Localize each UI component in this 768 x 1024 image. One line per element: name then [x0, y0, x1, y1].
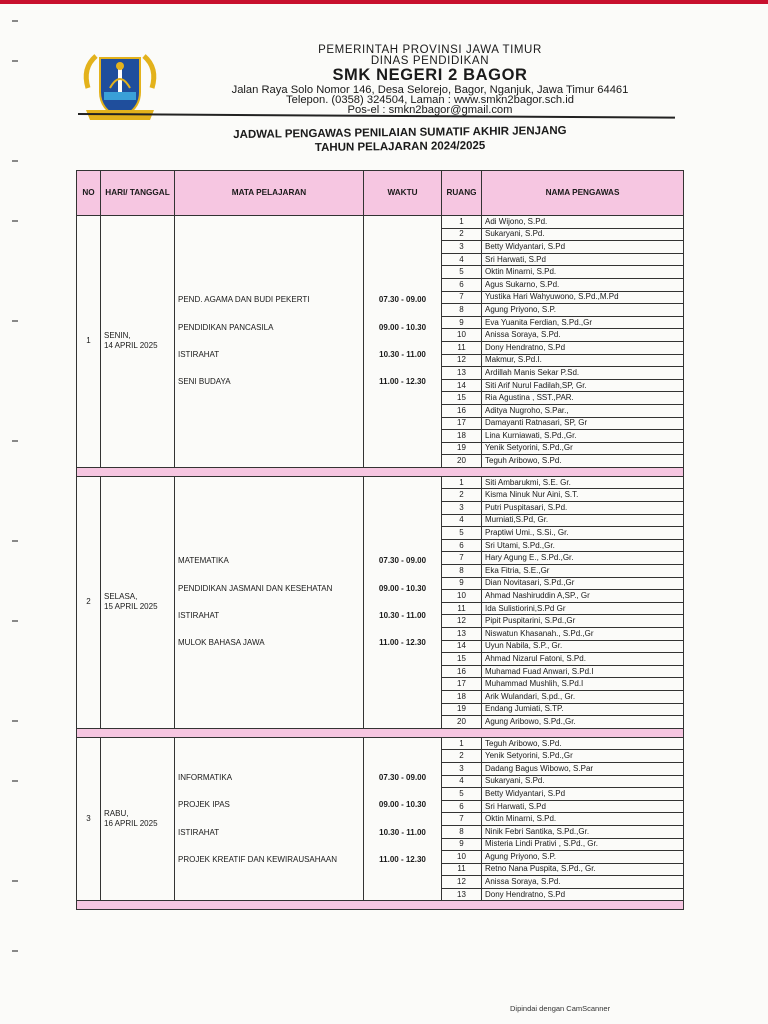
supervisor-name: Betty Widyantari, S.Pd [482, 241, 684, 254]
supervisor-name: Sri Utami, S.Pd.,Gr. [482, 539, 684, 552]
time-slot: 07.30 - 09.00 [378, 773, 427, 783]
letterhead [170, 44, 690, 116]
supervisor-name: Agung Priyono, S.P. [482, 851, 684, 864]
supervisor-name: Teguh Aribowo, S.Pd. [482, 455, 684, 468]
supervisor-name: Muhammad Mushlih, S.Pd.I [482, 678, 684, 691]
supervisor-name: Murniati,S.Pd, Gr. [482, 514, 684, 527]
supervisor-name: Betty Widyantari, S.Pd [482, 788, 684, 801]
scan-top-edge [0, 0, 768, 4]
margin-mark [12, 220, 18, 222]
room-number: 2 [442, 228, 482, 241]
time-slot: 10.30 - 11.00 [379, 350, 426, 360]
room-number: 17 [442, 678, 482, 691]
supervisor-name: Arik Wulandari, S.pd., Gr. [482, 690, 684, 703]
supervisor-name: Hary Agung E., S.Pd.,Gr. [482, 552, 684, 565]
margin-mark [12, 320, 18, 322]
supervisor-name: Ahmad Nizarul Fatoni, S.Pd. [482, 653, 684, 666]
room-number: 3 [442, 502, 482, 515]
supervisor-name: Sukaryani, S.Pd. [482, 228, 684, 241]
room-number: 18 [442, 690, 482, 703]
room-number: 15 [442, 392, 482, 405]
times-cell [364, 476, 442, 728]
room-number: 20 [442, 716, 482, 729]
room-number: 17 [442, 417, 482, 430]
day-separator-cell [77, 728, 684, 737]
room-number: 8 [442, 825, 482, 838]
room-number: 7 [442, 291, 482, 304]
col-header-time: WAKTU [364, 171, 442, 216]
subject-name: ISTIRAHAT [178, 827, 220, 837]
subject-name: PROJEK KREATIF DAN KEWIRAUSAHAAN [178, 855, 337, 865]
document-title [150, 123, 650, 157]
room-number: 9 [442, 316, 482, 329]
subjects-list [175, 556, 363, 648]
room-number: 12 [442, 615, 482, 628]
room-number: 9 [442, 577, 482, 590]
supervisor-name: Ardillah Manis Sekar P.Sd. [482, 367, 684, 380]
day-separator-row [77, 901, 684, 910]
time-slot: 09.00 - 10.30 [378, 800, 427, 810]
supervisor-name: Putri Puspitasari, S.Pd. [482, 502, 684, 515]
col-header-subject: MATA PELAJARAN [175, 171, 364, 216]
day-number: 1 [77, 216, 101, 468]
supervisor-name: Niswatun Khasanah., S.Pd.,Gr [482, 628, 684, 641]
subject-name: PEND. AGAMA DAN BUDI PEKERTI [178, 295, 310, 305]
supervisor-name: Oktin Minarni, S.Pd. [482, 266, 684, 279]
room-number: 10 [442, 851, 482, 864]
subject-name: INFORMATIKA [178, 773, 233, 783]
day-date-cell [101, 737, 175, 901]
room-number: 13 [442, 628, 482, 641]
times-list [364, 556, 441, 648]
school-name: SMK NEGERI 2 BAGOR [332, 66, 528, 84]
table-row [77, 216, 684, 229]
scanner-watermark: Dipindai dengan CamScanner [510, 1004, 611, 1013]
room-number: 6 [442, 539, 482, 552]
supervisor-name: Aditya Nugroho, S.Par., [482, 404, 684, 417]
day-date-cell [101, 216, 175, 468]
supervisor-name: Pipit Puspitarini, S.Pd.,Gr [482, 615, 684, 628]
supervisor-name: Praptiwi Umi., S.Si., Gr. [482, 527, 684, 540]
margin-mark [12, 720, 18, 722]
subjects-list [175, 295, 363, 387]
supervisor-name: Agung Priyono, S.P. [482, 304, 684, 317]
supervisor-name: Yenik Setyorini, S.Pd.,Gr [482, 750, 684, 763]
time-slot: 07.30 - 09.00 [378, 556, 427, 566]
title-line-1: JADWAL PENGAWAS PENILAIAN SUMATIF AKHIR JENJANG [233, 124, 567, 142]
margin-mark [12, 20, 18, 22]
supervisor-name: Sri Harwati, S.Pd [482, 800, 684, 813]
room-number: 20 [442, 455, 482, 468]
table-header-row [77, 171, 684, 216]
day-date: 14 APRIL 2025 [104, 341, 158, 351]
supervisor-name: Oktin Minarni, S.Pd. [482, 813, 684, 826]
room-number: 12 [442, 354, 482, 367]
supervisor-name: Ahmad Nashiruddin A,SP., Gr [482, 590, 684, 603]
subjects-cell [175, 216, 364, 468]
room-number: 10 [442, 590, 482, 603]
room-number: 7 [442, 813, 482, 826]
supervisor-name: Dony Hendratno, S.Pd [482, 341, 684, 354]
supervisor-schedule-table [76, 170, 684, 910]
margin-mark [12, 620, 18, 622]
supervisor-name: Uyun Nabila, S.P., Gr. [482, 640, 684, 653]
supervisor-name: Kisma Ninuk Nur Aini, S.T. [482, 489, 684, 502]
room-number: 13 [442, 367, 482, 380]
room-number: 16 [442, 404, 482, 417]
supervisor-name: Sukaryani, S.Pd. [482, 775, 684, 788]
room-number: 9 [442, 838, 482, 851]
subject-name: ISTIRAHAT [178, 350, 220, 360]
room-number: 16 [442, 665, 482, 678]
time-slot: 07.30 - 09.00 [378, 295, 427, 305]
supervisor-name: Agus Sukarno, S.Pd. [482, 278, 684, 291]
room-number: 4 [442, 514, 482, 527]
room-number: 14 [442, 379, 482, 392]
room-number: 6 [442, 800, 482, 813]
supervisor-name: Siti Ambarukmi, S.E. Gr. [482, 476, 684, 489]
table-row [77, 737, 684, 750]
margin-mark [12, 440, 18, 442]
subjects-cell [175, 737, 364, 901]
room-number: 1 [442, 737, 482, 750]
phone-line: Telepon. (0358) 324504, Laman : www.smkn2bagor.sch.id [286, 94, 574, 106]
col-header-day: HARI/ TANGGAL [101, 171, 175, 216]
room-number: 2 [442, 750, 482, 763]
supervisor-name: Adi Wijono, S.Pd. [482, 216, 684, 229]
supervisor-name: Anissa Soraya, S.Pd. [482, 876, 684, 889]
supervisor-name: Siti Arif Nurul Fadilah,SP, Gr. [482, 379, 684, 392]
room-number: 1 [442, 216, 482, 229]
supervisor-name: Dadang Bagus Wibowo, S.Par [482, 762, 684, 775]
day-number: 2 [77, 476, 101, 728]
time-slot: 09.00 - 10.30 [378, 322, 427, 332]
supervisor-name: Ida Sulistiorini,S.Pd Gr [482, 602, 684, 615]
supervisor-name: Lina Kurniawati, S.Pd.,Gr. [482, 430, 684, 443]
supervisor-name: Ria Agustina , SST.,PAR. [482, 392, 684, 405]
room-number: 14 [442, 640, 482, 653]
supervisor-name: Endang Jumiati, S.TP. [482, 703, 684, 716]
day-date: 16 APRIL 2025 [104, 819, 158, 829]
margin-mark [12, 950, 18, 952]
agency-line: DINAS PENDIDIKAN [370, 55, 490, 67]
room-number: 8 [442, 304, 482, 317]
margin-mark [12, 540, 18, 542]
times-list [364, 773, 441, 865]
times-cell [364, 216, 442, 468]
subjects-list [175, 773, 363, 865]
day-separator-row [77, 728, 684, 737]
margin-mark [12, 160, 18, 162]
supervisor-name: Dian Novitasari, S.Pd.,Gr [482, 577, 684, 590]
room-number: 11 [442, 863, 482, 876]
room-number: 11 [442, 341, 482, 354]
room-number: 7 [442, 552, 482, 565]
times-list [364, 295, 441, 387]
address-line: Jalan Raya Solo Nomor 146, Desa Selorejo, Bagor, Nganjuk, Jawa Timur 64461 [231, 84, 629, 96]
room-number: 12 [442, 876, 482, 889]
time-slot: 11.00 - 12.30 [379, 855, 426, 865]
room-number: 6 [442, 278, 482, 291]
room-number: 19 [442, 703, 482, 716]
title-line-2: TAHUN PELAJARAN 2024/2025 [314, 139, 486, 155]
room-number: 2 [442, 489, 482, 502]
supervisor-name: Yenik Setyorini, S.Pd.,Gr [482, 442, 684, 455]
day-date: 15 APRIL 2025 [104, 602, 158, 612]
col-header-room: RUANG [442, 171, 482, 216]
room-number: 13 [442, 888, 482, 901]
subject-name: PROJEK IPAS [178, 800, 230, 810]
room-number: 1 [442, 476, 482, 489]
room-number: 3 [442, 241, 482, 254]
email-line: Pos-el : smkn2bagor@gmail.com [347, 104, 513, 116]
supervisor-name: Misteria Lindi Prativi , S.Pd., Gr. [482, 838, 684, 851]
room-number: 3 [442, 762, 482, 775]
subject-name: MULOK BAHASA JAWA [178, 638, 265, 648]
room-number: 5 [442, 527, 482, 540]
day-separator-cell [77, 467, 684, 476]
day-name: RABU, [104, 809, 129, 819]
room-number: 8 [442, 565, 482, 578]
room-number: 19 [442, 442, 482, 455]
room-number: 15 [442, 653, 482, 666]
supervisor-name: Dony Hendratno, S.Pd [482, 888, 684, 901]
day-name: SELASA, [104, 592, 138, 602]
room-number: 5 [442, 266, 482, 279]
subjects-cell [175, 476, 364, 728]
supervisor-name: Damayanti Ratnasari, SP, Gr [482, 417, 684, 430]
subject-name: PENDIDIKAN JASMANI DAN KESEHATAN [178, 583, 333, 593]
table-row [77, 476, 684, 489]
scan-margin-marks [12, 20, 20, 980]
time-slot: 10.30 - 11.00 [379, 827, 426, 837]
gov-line: PEMERINTAH PROVINSI JAWA TIMUR [318, 44, 542, 56]
day-name: SENIN, [104, 331, 131, 341]
subject-name: ISTIRAHAT [178, 610, 220, 620]
margin-mark [12, 880, 18, 882]
supervisor-name: Muhamad Fuad Anwari, S.Pd.I [482, 665, 684, 678]
subject-name: SENI BUDAYA [178, 377, 231, 387]
room-number: 11 [442, 602, 482, 615]
day-separator-row [77, 467, 684, 476]
room-number: 5 [442, 788, 482, 801]
supervisor-name: Eva Yuanita Ferdian, S.Pd.,Gr [482, 316, 684, 329]
time-slot: 11.00 - 12.30 [379, 377, 426, 387]
supervisor-name: Sri Harwati, S.Pd [482, 253, 684, 266]
col-header-supervisor: NAMA PENGAWAS [482, 171, 684, 216]
supervisor-name: Yustika Hari Wahyuwono, S.Pd.,M.Pd [482, 291, 684, 304]
supervisor-name: Agung Aribowo, S.Pd.,Gr. [482, 716, 684, 729]
time-slot: 11.00 - 12.30 [379, 638, 426, 648]
room-number: 10 [442, 329, 482, 342]
time-slot: 10.30 - 11.00 [379, 610, 426, 620]
room-number: 4 [442, 253, 482, 266]
supervisor-name: Retno Nana Puspita, S.Pd., Gr. [482, 863, 684, 876]
day-date-cell [101, 476, 175, 728]
supervisor-name: Eka Fitria, S.E.,Gr [482, 565, 684, 578]
supervisor-name: Anissa Soraya, S.Pd. [482, 329, 684, 342]
supervisor-name: Makmur, S.Pd.I. [482, 354, 684, 367]
supervisor-name: Ninik Febri Santika, S.Pd.,Gr. [482, 825, 684, 838]
day-separator-cell [77, 901, 684, 910]
time-slot: 09.00 - 10.30 [378, 583, 427, 593]
day-number: 3 [77, 737, 101, 901]
subject-name: PENDIDIKAN PANCASILA [178, 322, 274, 332]
times-cell [364, 737, 442, 901]
subject-name: MATEMATIKA [178, 556, 229, 566]
margin-mark [12, 60, 18, 62]
supervisor-name: Teguh Aribowo, S.Pd. [482, 737, 684, 750]
room-number: 18 [442, 430, 482, 443]
margin-mark [12, 780, 18, 782]
room-number: 4 [442, 775, 482, 788]
col-header-no: NO [77, 171, 101, 216]
